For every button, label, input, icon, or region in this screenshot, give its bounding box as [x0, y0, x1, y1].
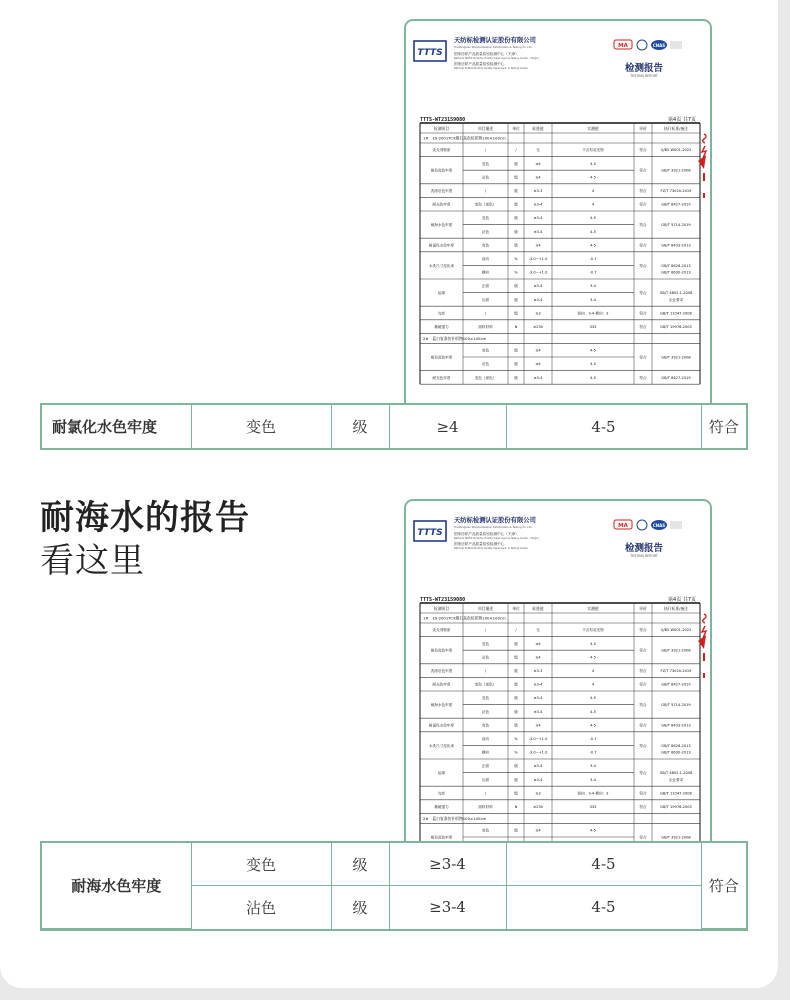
cnas-badge-text: CNAS — [652, 523, 666, 528]
table-cell: 符合 — [639, 805, 647, 809]
table-cell: ≥4 — [535, 655, 541, 660]
report-table — [420, 603, 700, 843]
table-section-label: 2# 蓝白复条纺针织物100×100cm — [423, 815, 487, 821]
table-cell: N — [514, 325, 518, 329]
page-number: 第4页 共7页 — [668, 597, 696, 603]
table-cell: / — [515, 148, 517, 153]
table-cell: 符合 — [639, 223, 647, 227]
table-cell: -0.7 — [589, 750, 597, 755]
table-cell: 耐光色牢度 — [432, 375, 451, 380]
table-cell: 4 — [591, 682, 595, 687]
table-cell: 333 — [589, 325, 597, 329]
table-cell: 勾丝 — [437, 311, 446, 316]
table-cell: 级 — [514, 723, 518, 728]
table-cell: 4-5 — [590, 216, 596, 221]
table-cell: 耐海水色牢度 — [430, 703, 453, 707]
table-cell: 级 — [514, 791, 518, 796]
table-cell: 符合 — [639, 189, 647, 193]
table-cell: 4-5 — [590, 723, 596, 728]
table-cell: 洗涤后色牢度 — [430, 669, 453, 673]
table-cell: -3.0~+1.0 — [528, 750, 548, 755]
table-cell: % — [514, 257, 518, 261]
table-cell: 企业要求 — [668, 777, 684, 782]
highlight-unit: 级 — [331, 843, 389, 886]
table-cell: 级 — [514, 297, 518, 302]
center2-name: 国家纺织产品质量检验检测中心 — [454, 62, 505, 66]
table-cell: GB/T 8628-2013 — [661, 743, 691, 748]
table-cell: GB/T 5714-2019 — [661, 703, 691, 707]
table-cell: 荧光剂物质 — [432, 148, 451, 153]
section-subtitle: 看这里 — [40, 541, 145, 581]
center-name-en: National Textile Products Quality Supervision & Testing Center（Tianjin） — [454, 537, 541, 540]
table-cell: 符合 — [639, 703, 647, 707]
highlight-standard: ≥3-4 — [389, 886, 506, 929]
highlight-desc: 变色 — [191, 405, 331, 448]
report-number: TTTS-WT23159080 — [420, 117, 466, 123]
doc-title: 检测报告 — [624, 543, 664, 554]
table-cell: 耐皂洗色牢度 — [430, 168, 453, 173]
table-cell: 符合 — [639, 325, 647, 329]
table-cell: 变色（深色） — [474, 375, 497, 380]
report-number: TTTS-WT23159080 — [420, 597, 466, 603]
table-section-label: 1# 19-2001TCX蜡石灰色纺织物100×100cm — [423, 135, 506, 141]
table-cell: ≥3-4 — [533, 216, 543, 221]
page-number: 第4页 共7页 — [668, 117, 696, 123]
table-header-cell: 检测项目 — [433, 126, 450, 131]
table-cell: 4 — [591, 189, 595, 193]
report-document — [406, 501, 710, 843]
table-cell: 耐皂洗色牢度 — [430, 648, 453, 653]
table-cell: GB/T 8433-2013 — [661, 243, 691, 248]
table-cell: 横向 — [481, 270, 490, 275]
table-cell: ≥4 — [535, 348, 541, 353]
table-cell: 变色 — [481, 243, 490, 248]
table-cell: 符合 — [639, 723, 647, 728]
table-cell: 正面 — [481, 764, 490, 769]
table-cell: ≥3-3 — [533, 669, 543, 673]
ilac-icon — [637, 520, 647, 530]
table-cell: 符合 — [639, 648, 647, 653]
table-cell: 变色 — [481, 348, 490, 353]
table-cell: GB/T 19976-2005 — [660, 325, 692, 329]
report-document — [406, 21, 710, 407]
table-cell: 4-5 — [590, 229, 596, 234]
table-cell: FZ/T 73020-2019 — [660, 669, 692, 673]
table-cell: 级 — [514, 229, 518, 234]
table-cell: 沾色 — [481, 362, 490, 367]
doc-title-en: TESTING REPORT — [630, 554, 658, 558]
table-cell: 级 — [514, 764, 518, 769]
table-cell: % — [514, 750, 518, 755]
table-header-cell: 执行标准/备注 — [663, 606, 689, 611]
table-cell: 变色 — [481, 641, 490, 646]
table-cell: 级 — [514, 216, 518, 221]
table-cell: / — [484, 148, 487, 153]
table-cell: 面料材料 — [478, 805, 493, 809]
table-cell: GB/T 8427-2019 — [661, 682, 691, 687]
table-cell: ≥4 — [535, 362, 541, 367]
lab-name: 天纺标检测认证股份有限公司 — [454, 517, 536, 524]
highlight-standard: ≥3-4 — [389, 843, 506, 886]
table-cell: 3-4 — [590, 284, 596, 289]
center-name: 国家纺织产品质量检验检测中心（天津） — [454, 532, 519, 536]
table-cell: GB/T 3921-2008 — [661, 835, 691, 840]
table-cell: / — [484, 791, 487, 796]
table-cell: 符合 — [639, 628, 647, 633]
table-cell: Q/BS W001-2022 — [660, 148, 692, 153]
table-cell: 洗涤后色牢度 — [430, 189, 453, 193]
table-cell: 3-4 — [590, 777, 596, 782]
table-cell: 4-5 — [590, 161, 596, 166]
table-cell: / — [515, 628, 517, 633]
section-title: 耐海水的报告 — [40, 498, 250, 538]
table-cell: 变色（深色） — [474, 682, 497, 687]
table-cell: ≥3 — [535, 791, 541, 796]
table-cell: 符合 — [639, 791, 647, 796]
table-cell: 无 — [536, 628, 540, 633]
ilac-icon — [637, 40, 647, 50]
table-cell: -0.7 — [589, 257, 597, 261]
table-cell: ≥3-4 — [533, 709, 543, 714]
table-cell: 纵向：3-4 横向：3 — [577, 791, 609, 796]
table-cell: 符合 — [639, 835, 647, 840]
red-seal-stamp — [698, 134, 706, 198]
table-cell: GB/T 8630-2013 — [661, 270, 691, 275]
table-cell: GB/T 19976-2005 — [660, 805, 692, 809]
ma-badge-text: MA — [618, 43, 628, 49]
table-cell: 符合 — [639, 311, 647, 316]
table-cell: / — [484, 669, 487, 673]
table-cell: ≥3-4 — [533, 696, 543, 701]
table-header-cell: 单位 — [512, 126, 520, 131]
table-cell: 水洗尺寸变化率 — [428, 263, 455, 268]
table-cell: % — [514, 270, 518, 275]
table-cell: 反面 — [481, 297, 490, 302]
table-cell: 耐光色牢度 — [432, 682, 451, 687]
table-cell: 级 — [514, 243, 518, 248]
table-cell: 沾色 — [481, 175, 490, 180]
table-cell: -3.0~+1.0 — [528, 270, 548, 275]
table-cell: 变色 — [481, 161, 490, 166]
table-cell: GB/T 4802.1-2008 — [659, 291, 693, 295]
table-cell: 符合 — [639, 375, 647, 380]
table-cell: 符合 — [639, 682, 647, 687]
table-cell: 级 — [514, 709, 518, 714]
report-table — [420, 123, 700, 384]
lab-name-en: Tianfangbiao Standardization Certification & Testing Co.,Ltd — [454, 526, 532, 529]
table-cell: 变色 — [481, 696, 490, 701]
table-cell: 符合 — [639, 148, 647, 153]
lab-name-en: Tianfangbiao Standardization Certification & Testing Co.,Ltd — [454, 46, 532, 49]
table-cell: N — [514, 805, 518, 809]
table-cell: ≥3-4 — [533, 764, 543, 769]
table-cell: 4-5 — [590, 709, 596, 714]
table-cell: ≥4 — [535, 243, 541, 248]
center2-name-en: National Knitted Product Quality Supervision & Testing Center — [454, 547, 528, 550]
table-cell: -3.0~+1.0 — [528, 257, 548, 261]
table-cell: 耐皂洗色牢度 — [430, 835, 453, 840]
table-cell: 耐光色牢度 — [432, 202, 451, 207]
table-cell: 直向 — [481, 257, 490, 261]
table-cell: GB/T 8630-2013 — [661, 750, 691, 755]
chlorinated-water-fastness-highlight — [40, 403, 748, 450]
table-cell: 纵向：3-4 横向：3 — [577, 311, 609, 316]
table-cell: ≥230 — [533, 805, 543, 809]
table-cell: ≥3-4 — [533, 777, 543, 782]
table-header-cell: 执行标准/备注 — [663, 126, 689, 131]
table-cell: 3-4 — [590, 764, 596, 769]
table-cell: GB/T 4802.1-2008 — [659, 771, 693, 775]
table-cell: 撕破强力 — [434, 325, 449, 329]
table-cell: 无 — [536, 148, 540, 153]
table-cell: -0.7 — [589, 270, 597, 275]
table-cell: GB/T 11047-2008 — [660, 311, 692, 316]
table-cell: ≥4 — [535, 828, 541, 833]
report-thumbnail-chlorinated-water — [404, 19, 712, 407]
table-header-cell: 项目描述 — [477, 126, 494, 131]
table-cell: 反面 — [481, 777, 490, 782]
highlight-value: 4-5 — [506, 843, 701, 886]
company-logo-text: TTTS — [417, 48, 443, 58]
table-cell: 级 — [514, 189, 518, 193]
highlight-evaluation: 符合 — [701, 843, 746, 929]
table-cell: 耐氯化水色牢度 — [428, 243, 455, 248]
table-header-cell: 评价 — [639, 606, 647, 611]
table-cell: 沾色 — [481, 655, 490, 660]
table-cell: 符合 — [639, 263, 647, 268]
table-cell: 符合 — [639, 291, 647, 295]
table-cell: 直向 — [481, 737, 490, 741]
table-cell: 面料材料 — [478, 325, 493, 329]
doc-title: 检测报告 — [624, 63, 664, 74]
table-cell: 符合 — [639, 771, 647, 775]
table-cell: ≥4 — [535, 175, 541, 180]
center2-name-en: National Knitted Product Quality Supervision & Testing Center — [454, 67, 528, 70]
table-cell: ≥3-3 — [533, 189, 543, 193]
table-cell: 级 — [514, 284, 518, 289]
table-cell: 333 — [589, 805, 597, 809]
table-cell: 起球 — [437, 771, 446, 775]
table-cell: 荧光剂物质 — [432, 628, 451, 633]
table-cell: 级 — [514, 682, 518, 687]
table-header-cell: 项目描述 — [477, 606, 494, 611]
table-header-cell: 单位 — [512, 606, 520, 611]
seawater-fastness-highlight — [40, 841, 748, 931]
table-cell: 变色（深色） — [474, 202, 497, 207]
table-cell: 沾色 — [481, 229, 490, 234]
doc-title-en: TESTING REPORT — [630, 74, 658, 78]
report-thumbnail-seawater — [404, 499, 712, 843]
table-cell: 沾色 — [481, 709, 490, 714]
table-cell: 级 — [514, 777, 518, 782]
table-cell: ≥3-4 — [533, 375, 543, 380]
table-cell: 起球 — [437, 291, 446, 295]
highlight-desc: 沾色 — [191, 886, 331, 929]
table-cell: 符合 — [639, 743, 647, 748]
table-cell: 3-4 — [590, 297, 596, 302]
ma-badge-text: MA — [618, 523, 628, 529]
table-cell: 4-5 — [590, 696, 596, 701]
table-header-cell: 标准值 — [532, 126, 544, 131]
table-cell: GB/T 8628-2013 — [661, 263, 691, 268]
highlight-unit: 级 — [331, 405, 389, 448]
table-cell: 企业要求 — [668, 297, 684, 302]
table-cell: 级 — [514, 828, 518, 833]
table-cell: GB/T 8427-2019 — [661, 202, 691, 207]
table-cell: 级 — [514, 375, 518, 380]
table-cell: 符合 — [639, 202, 647, 207]
table-cell: ≥4 — [535, 641, 541, 646]
highlight-standard: ≥4 — [389, 405, 506, 448]
table-cell: 4-5 — [590, 175, 596, 180]
table-header-cell: 检测项目 — [433, 606, 450, 611]
cnas-badge-text: CNAS — [652, 43, 666, 48]
table-cell: ≥3-4 — [533, 284, 543, 289]
table-cell: -3.0~+1.0 — [528, 737, 548, 741]
table-cell: ≥4 — [535, 161, 541, 166]
table-cell: ≥3-4 — [533, 202, 543, 207]
cert-number — [670, 41, 682, 49]
table-cell: 级 — [514, 362, 518, 367]
table-cell: 耐氯化水色牢度 — [428, 723, 455, 728]
highlight-value: 4-5 — [506, 405, 701, 448]
table-section-label: 2# 蓝白复条纺针织物100×100cm — [423, 335, 487, 341]
table-cell: GB/T 8427-2019 — [661, 375, 691, 380]
table-cell: 4-5 — [590, 362, 596, 367]
table-cell: Q/BS W001-2022 — [660, 628, 692, 633]
table-cell: / — [484, 311, 487, 316]
table-cell: ≥4 — [535, 723, 541, 728]
table-section-label: 1# 19-2001TCX蜡石灰色纺织物100×100cm — [423, 615, 506, 621]
table-cell: / — [484, 628, 487, 633]
table-cell: 变色 — [481, 723, 490, 728]
table-cell: 4-5 — [590, 641, 596, 646]
table-cell: ≥3-4 — [533, 682, 543, 687]
table-cell: 耐海水色牢度 — [430, 223, 453, 227]
table-cell: / — [484, 189, 487, 193]
company-logo-text: TTTS — [417, 528, 443, 538]
table-cell: FZ/T 73020-2019 — [660, 189, 692, 193]
table-cell: % — [514, 737, 518, 741]
table-cell: 4-5 — [590, 243, 596, 248]
highlight-item: 耐海水色牢度 — [42, 843, 191, 929]
table-header-cell: 实测值 — [587, 606, 599, 611]
table-cell: 符合 — [639, 168, 647, 173]
table-header-cell: 实测值 — [587, 126, 599, 131]
table-cell: 耐皂洗色牢度 — [430, 355, 453, 360]
table-cell: GB/T 5714-2019 — [661, 223, 691, 227]
table-cell: 级 — [514, 175, 518, 180]
table-cell: 横向 — [481, 750, 490, 755]
lab-name: 天纺标检测认证股份有限公司 — [454, 37, 536, 44]
table-cell: GB/T 3921-2008 — [661, 648, 691, 653]
table-cell: 符合 — [639, 669, 647, 673]
table-cell: 符合 — [639, 355, 647, 360]
table-cell: 4-5 — [590, 348, 596, 353]
table-cell: ≥230 — [533, 325, 543, 329]
cert-number — [670, 521, 682, 529]
table-cell: GB/T 11047-2008 — [660, 791, 692, 796]
table-cell: -0.7 — [589, 737, 597, 741]
table-cell: GB/T 8433-2013 — [661, 723, 691, 728]
table-cell: 级 — [514, 311, 518, 316]
table-cell: 级 — [514, 655, 518, 660]
table-cell: 不含有荧光物 — [582, 148, 604, 153]
table-cell: 级 — [514, 161, 518, 166]
highlight-item: 耐氯化水色牢度 — [42, 405, 191, 448]
table-cell: ≥3-4 — [533, 229, 543, 234]
highlight-desc: 变色 — [191, 843, 331, 886]
table-cell: 撕破强力 — [434, 805, 449, 809]
table-cell: 4-5 — [590, 375, 596, 380]
table-cell: ≥3 — [535, 311, 541, 316]
table-header-cell: 评价 — [639, 126, 647, 131]
table-cell: 正面 — [481, 284, 490, 289]
table-cell: 不含有荧光物 — [582, 628, 604, 633]
table-cell: 变色 — [481, 828, 490, 833]
center-name: 国家纺织产品质量检验检测中心（天津） — [454, 52, 519, 56]
table-cell: 级 — [514, 696, 518, 701]
center2-name: 国家纺织产品质量检验检测中心 — [454, 542, 505, 546]
table-cell: GB/T 3921-2008 — [661, 168, 691, 173]
table-header-cell: 标准值 — [532, 606, 544, 611]
table-cell: 4-5 — [590, 828, 596, 833]
highlight-value: 4-5 — [506, 886, 701, 929]
table-cell: 级 — [514, 348, 518, 353]
table-cell: 变色 — [481, 216, 490, 221]
table-cell: 符合 — [639, 243, 647, 248]
table-cell: 4 — [591, 669, 595, 673]
highlight-evaluation: 符合 — [701, 405, 746, 448]
table-cell: 级 — [514, 641, 518, 646]
table-cell: 4-5 — [590, 655, 596, 660]
highlight-unit: 级 — [331, 886, 389, 929]
table-cell: ≥3-4 — [533, 297, 543, 302]
table-cell: 级 — [514, 669, 518, 673]
table-cell: 4 — [591, 202, 595, 207]
table-cell: 水洗尺寸变化率 — [428, 743, 455, 748]
table-cell: GB/T 3921-2008 — [661, 355, 691, 360]
table-cell: 级 — [514, 202, 518, 207]
table-cell: 勾丝 — [437, 791, 446, 796]
center-name-en: National Textile Products Quality Supervision & Testing Center（Tianjin） — [454, 57, 541, 60]
red-seal-stamp — [698, 614, 706, 678]
